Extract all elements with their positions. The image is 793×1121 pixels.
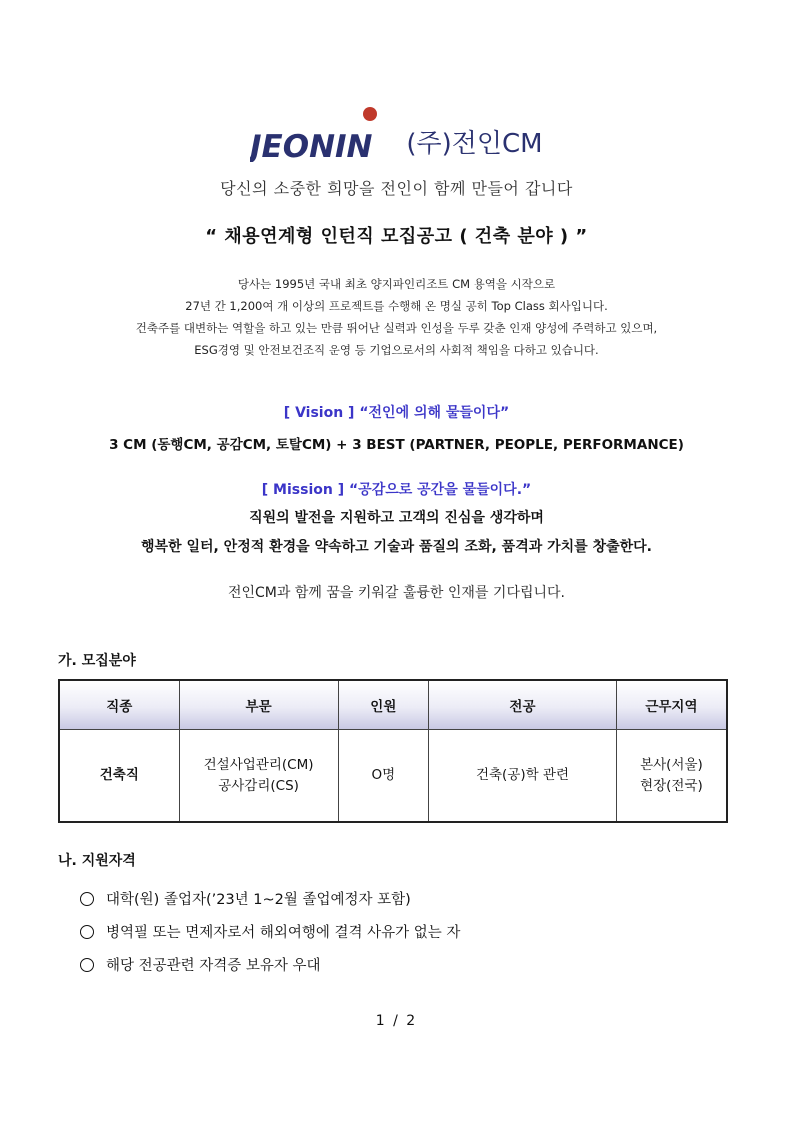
division-line: 공사감리(CS) — [218, 777, 299, 794]
header-logo-block — [0, 100, 793, 199]
division-cell — [179, 730, 338, 823]
division-line: 건설사업관리(CM) — [203, 756, 314, 773]
circle-icon — [80, 892, 94, 906]
vision-block — [0, 402, 793, 453]
table-row — [59, 730, 727, 823]
column-header: 근무지역 — [616, 680, 727, 730]
intro-line: 27년 간 1,200여 개 이상의 프로젝트를 수행해 온 명실 공히 Top Class 회사입니다. — [185, 299, 608, 313]
vision-line: 3 CM (동행CM, 공감CM, 토탈CM) + 3 BEST (PARTNER, PEOPLE, PERFORMANCE) — [109, 437, 684, 453]
mission-block — [0, 479, 793, 556]
qualification-text: 병역필 또는 면제자로서 해외여행에 결격 사유가 없는 자 — [106, 925, 461, 941]
column-header: 인원 — [338, 680, 429, 730]
logo-dot-icon — [363, 107, 377, 121]
qualification-text: 대학(원) 졸업자(’23년 1~2월 졸업예정자 포함) — [106, 892, 411, 908]
circle-icon — [80, 958, 94, 972]
major-cell: 건축(공)학 관련 — [429, 730, 617, 823]
logo-text: JEONIN — [250, 129, 373, 162]
intro-paragraph — [0, 273, 793, 361]
column-header: 직종 — [59, 680, 179, 730]
column-header: 부문 — [179, 680, 338, 730]
page-number: 1 / 2 — [375, 1013, 418, 1029]
mission-line: 직원의 발전을 지원하고 고객의 진심을 생각하며 — [249, 510, 544, 526]
qualification-text: 해당 전공관련 자격증 보유자 우대 — [106, 958, 321, 974]
jeonin-logo — [250, 100, 400, 162]
closing-message: 전인CM과 함께 꿈을 키워갈 훌륭한 인재를 기다립니다. — [227, 585, 565, 601]
intro-line: ESG경영 및 안전보건조직 운영 등 기업으로서의 사회적 책임을 다하고 있습니다. — [194, 343, 599, 357]
list-item — [80, 882, 460, 915]
section-a-title: 가. 모집분야 — [58, 653, 136, 669]
intro-line: 당사는 1995년 국내 최초 양지파인리조트 CM 용역을 시작으로 — [237, 277, 556, 291]
qualification-list — [80, 882, 460, 981]
location-line: 본사(서울) — [640, 756, 703, 773]
company-name: (주)전인CM — [406, 129, 543, 159]
location-line: 현장(전국) — [640, 777, 703, 794]
list-item — [80, 915, 460, 948]
job-cell: 건축직 — [59, 730, 179, 823]
circle-icon — [80, 925, 94, 939]
column-header: 전공 — [429, 680, 617, 730]
headcount-cell: O명 — [338, 730, 429, 823]
intro-line: 건축주를 대변하는 역할을 하고 있는 만큼 뛰어난 실력과 인성을 두루 갖춘 인재 양성에 주력하고 있으며, — [135, 321, 658, 335]
location-cell — [616, 730, 727, 823]
vision-heading: [ Vision ] “전인에 의해 물들이다” — [283, 405, 510, 421]
slogan: 당신의 소중한 희망을 전인이 함께 만들어 갑니다 — [220, 179, 573, 198]
recruitment-table — [58, 679, 728, 823]
section-b-title: 나. 지원자격 — [58, 853, 136, 869]
table-header-row — [59, 680, 727, 730]
mission-heading: [ Mission ] “공감으로 공간을 물들이다.” — [261, 482, 532, 498]
mission-line: 행복한 일터, 안정적 환경을 약속하고 기술과 품질의 조화, 품격과 가치를 창출한다. — [141, 539, 652, 555]
list-item — [80, 948, 460, 981]
page-title: “ 채용연계형 인턴직 모집공고 ( 건축 분야 ) ” — [205, 226, 588, 247]
